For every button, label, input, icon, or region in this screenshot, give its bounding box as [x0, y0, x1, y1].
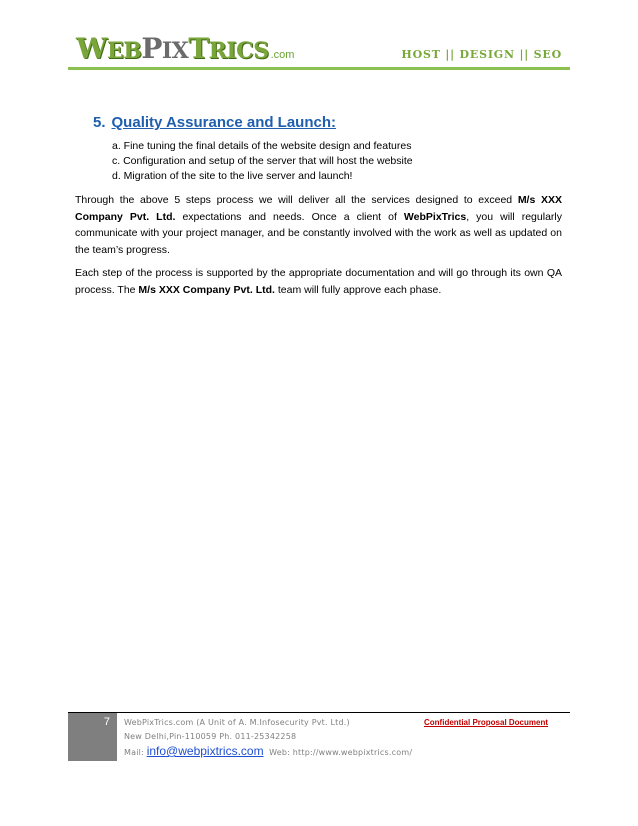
company-logo	[76, 34, 294, 70]
section-title: Quality Assurance and Launch:	[111, 114, 337, 131]
confidential-label: Confidential Proposal Document	[424, 718, 549, 727]
logo-letter: P	[141, 32, 162, 65]
email-link[interactable]: info@webpixtrics.com	[146, 744, 264, 758]
footer-contact	[124, 716, 412, 760]
logo-letters: IX	[161, 38, 189, 64]
footer-divider	[68, 712, 570, 713]
list-item: d. Migration of the site to the live server and launch!	[112, 170, 353, 182]
paragraph-text: Through the above 5 steps process we will deliver all the services designed to exceed	[75, 194, 518, 206]
paragraph-text: , you will regularly communicate with your project manager, and be constantly involved with the work as well as updated on the team’s progress.	[75, 210, 562, 256]
company-name: M/s XXX Company Pvt. Ltd.	[75, 194, 562, 223]
header-divider	[68, 67, 570, 70]
paragraph-text: expectations and needs. Once a client of	[175, 210, 404, 223]
list-item: c. Configuration and setup of the server that will host the website	[112, 155, 413, 167]
company-name: M/s XXX Company Pvt. Ltd.	[138, 283, 275, 296]
body-paragraph	[75, 265, 562, 298]
section-number: 5.	[93, 114, 106, 131]
logo-letter: W	[76, 32, 107, 65]
list-item: a. Fine tuning the final details of the website design and features	[112, 140, 412, 152]
logo-domain-suffix: .com	[270, 49, 295, 61]
web-address: Web: http://www.webpixtrics.com/	[263, 748, 413, 757]
paragraph-text: team will fully approve each phase.	[274, 283, 442, 296]
footer-address-line: New Delhi,Pin-110059 Ph. 011-25342258	[124, 732, 297, 741]
page-number: 7	[103, 716, 110, 728]
brand-name: WebPixTrics	[403, 210, 467, 223]
logo-letters: EB	[106, 38, 142, 64]
logo-letter: T	[188, 32, 209, 65]
section-heading	[93, 114, 336, 131]
footer-mail-line	[124, 744, 412, 760]
body-paragraph	[75, 192, 562, 258]
paragraph-text: Each step of the process is supported by the appropriate documentation and will go through its own QA process. The	[75, 267, 562, 296]
logo-letters: RICS	[208, 38, 269, 64]
steps-list	[112, 139, 413, 184]
mail-label: Mail:	[124, 748, 147, 757]
header-tagline: HOST || DESIGN || SEO	[401, 48, 562, 61]
footer-company-line: WebPixTrics.com (A Unit of A. M.Infosecurity Pvt. Ltd.)	[124, 718, 350, 727]
page-number-box	[68, 713, 117, 761]
